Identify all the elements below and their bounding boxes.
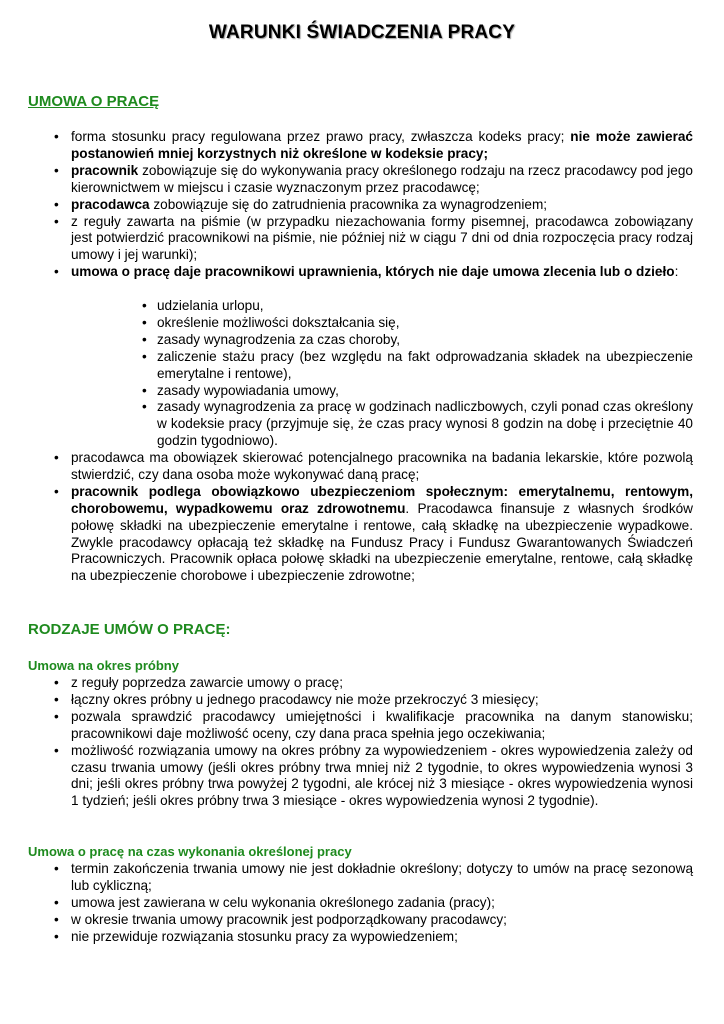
section-heading-umowa: UMOWA O PRACĘ — [28, 93, 160, 110]
list-item: • pracownik podlega obowiązkowo ubezpieczeniom społecznym: emerytalnemu, rentowym, chorobowemu, wypadkowemu oraz zdrowotnemu. Pracodawca finansuje z własnych środków połowę składki na ubezpieczenie emerytalne i rentowe, całą składkę na ubezpieczenie wypadkowe. Zwykle pracodawcy opłacają też składkę na Fundusz Pracy i Fundusz Gwarantowanych Świadczeń Pracowniczych. Pracownik opłaca połowę składki na ubezpieczenie emerytalne, rentowe, całą składkę na ubezpieczenie chorobowe i ubezpieczenie zdrowotne; — [54, 484, 693, 585]
list-item: • pracownik zobowiązuje się do wykonywania pracy określonego rodzaju na rzecz pracodawcy pod jego kierownictwem w miejscu i czasie wyznaczonym przez pracodawcę; — [54, 163, 693, 197]
uprawnienia-sublist — [142, 298, 693, 450]
list-item: • termin zakończenia trwania umowy nie jest dokładnie określony; dotyczy to umów na pracę sezonową lub cykliczną; — [54, 861, 693, 895]
sublist-item: • zasady wynagrodzenia za pracę w godzinach nadliczbowych, czyli ponad czas określony w kodeksie pracy (przyjmuje się, że czas pracy wynosi 8 godzin na dobę i przeciętnie 40 godzin tygodniowo). — [142, 399, 693, 450]
list-item: • nie przewiduje rozwiązania stosunku pracy za wypowiedzeniem; — [54, 929, 693, 946]
list-item: • umowa o pracę daje pracownikowi uprawnienia, których nie daje umowa zlecenia lub o dzieło: — [54, 264, 693, 281]
section-heading-rodzaje: RODZAJE UMÓW O PRACĘ: — [28, 621, 231, 638]
sublist-item: • zaliczenie stażu pracy (bez względu na fakt odprowadzania składek na ubezpieczenie emerytalne i rentowe), — [142, 349, 693, 383]
list-item: • umowa jest zawierana w celu wykonania określonego zadania (pracy); — [54, 895, 693, 912]
umowa-list — [54, 129, 693, 281]
okreslona-praca-list — [54, 861, 693, 946]
list-item: • z reguły poprzedza zawarcie umowy o pracę; — [54, 675, 693, 692]
list-item: • forma stosunku pracy regulowana przez prawo pracy, zwłaszcza kodeks pracy; nie może zawierać postanowień mniej korzystnych niż określone w kodeksie pracy; — [54, 129, 693, 163]
list-item: • pracodawca zobowiązuje się do zatrudnienia pracownika za wynagrodzeniem; — [54, 197, 693, 214]
list-item: • łączny okres próbny u jednego pracodawcy nie może przekroczyć 3 miesięcy; — [54, 692, 693, 709]
subheading-okres-probny: Umowa na okres próbny — [28, 658, 179, 673]
list-item: • możliwość rozwiązania umowy na okres próbny za wypowiedzeniem - okres wypowiedzenia zależy od czasu trwania umowy (jeśli okres próbny trwa mniej niż 2 tygodnie, to okres wypowiedzenia wynosi 3 dni; jeśli okres próbny trwa powyżej 2 tygodni, ale krócej niż 3 miesiące - okres wypowiedzenia wynosi 1 tydzień; jeśli okres próbny trwa 3 miesiące - okres wypowiedzenia wynosi 2 tygodnie). — [54, 743, 693, 811]
sublist-item: • udzielania urlopu, — [142, 298, 693, 315]
sublist-item: • zasady wynagrodzenia za czas choroby, — [142, 332, 693, 349]
list-item: • z reguły zawarta na piśmie (w przypadku niezachowania formy pisemnej, pracodawca zobowiązany jest potwierdzić pracownikowi na piśmie, nie później niż w ciągu 7 dni od dnia rozpoczęcia pracy rodzaj umowy i jej warunki); — [54, 214, 693, 265]
list-item: • pozwala sprawdzić pracodawcy umiejętności i kwalifikacje pracownika na danym stanowisku; pracownikowi daje możliwość oceny, czy dana praca spełnia jego oczekiwania; — [54, 709, 693, 743]
sublist-item: • zasady wypowiadania umowy, — [142, 383, 693, 400]
page-title: WARUNKI ŚWIADCZENIA PRACY — [208, 22, 516, 43]
umowa-list-continued — [54, 450, 693, 585]
list-item: • w okresie trwania umowy pracownik jest podporządkowany pracodawcy; — [54, 912, 693, 929]
subheading-okreslona-praca: Umowa o pracę na czas wykonania określonej pracy — [28, 844, 352, 859]
okres-probny-list — [54, 675, 693, 810]
sublist-item: • określenie możliwości dokształcania się, — [142, 315, 693, 332]
list-item: • pracodawca ma obowiązek skierować potencjalnego pracownika na badania lekarskie, które pozwolą stwierdzić, czy dana osoba może wykonywać daną pracę; — [54, 450, 693, 484]
